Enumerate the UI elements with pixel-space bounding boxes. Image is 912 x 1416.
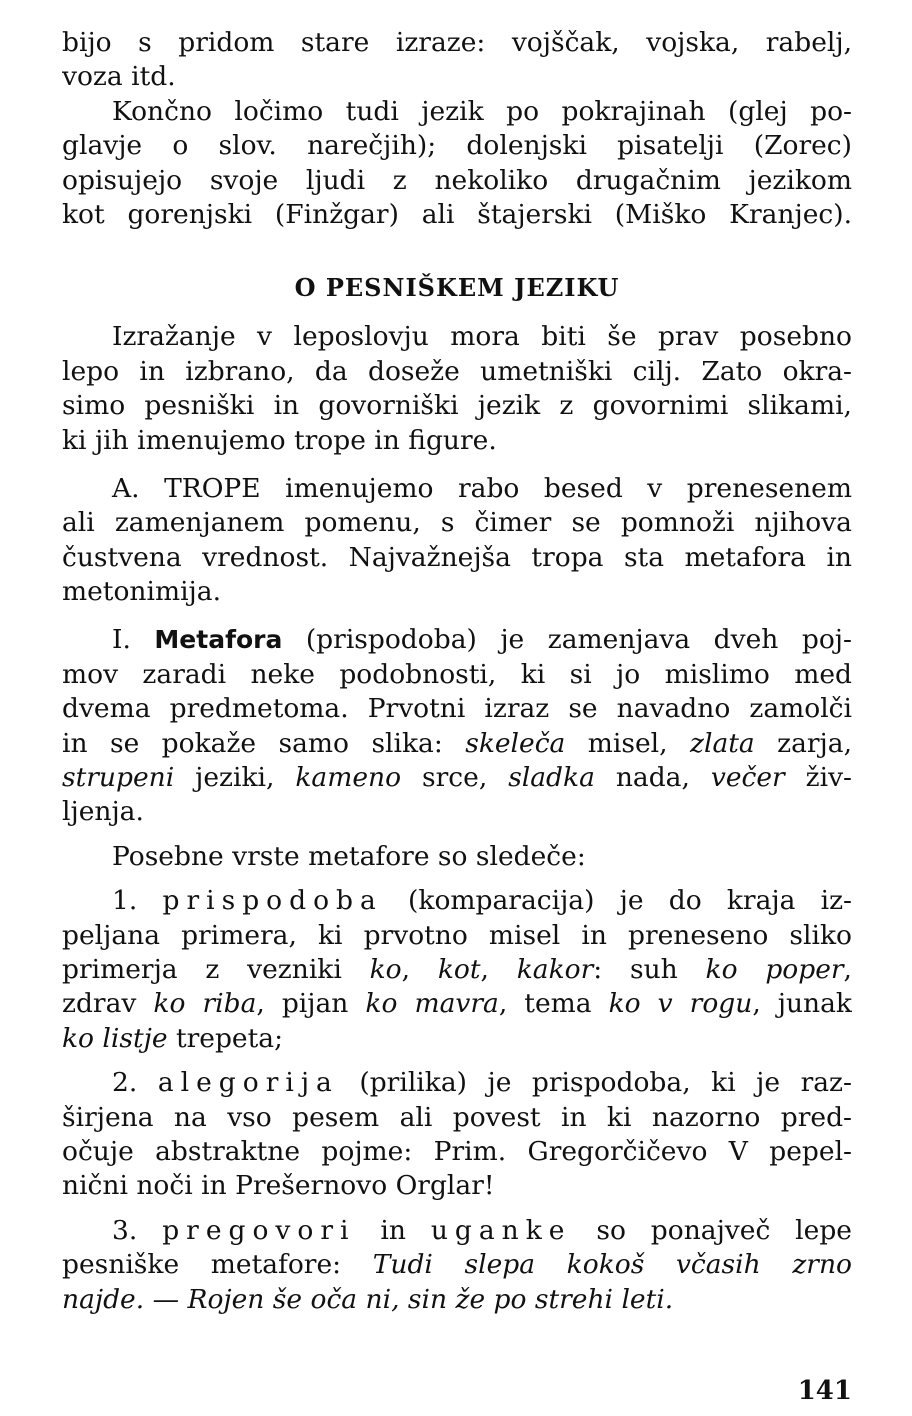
page-number: 141 bbox=[797, 1376, 852, 1406]
text-line: 3. pregovori in uganke so ponajveč lepe bbox=[112, 1214, 852, 1246]
text-line: Posebne vrste metafore so sledeče: bbox=[112, 840, 586, 872]
text-line: kot gorenjski (Finžgar) ali štajerski (Miško Kranjec). bbox=[62, 198, 852, 230]
list-number: 1. bbox=[112, 885, 138, 917]
text-line: pesniške metafore: Tudi slepa kokoš včasih zrno bbox=[62, 1249, 852, 1281]
text-line: lepo in izbrano, da doseže umetniški cilj. Zato okra- bbox=[62, 355, 852, 387]
text-line: ki jih imenujemo trope in figure. bbox=[62, 424, 497, 456]
text-line: primerja z vezniki ko, kot, kakor: suh ko poper, bbox=[62, 953, 852, 985]
text-line: 1. prispodoba (komparacija) je do kraja iz- bbox=[112, 885, 852, 917]
text-line: in se pokaže samo slika: skeleča misel, zlata zarja, bbox=[62, 727, 852, 759]
paragraph-metaphor bbox=[62, 623, 852, 829]
text-line: dvema predmetoma. Prvotni izraz se navadno zamolči bbox=[62, 693, 852, 725]
text-line: peljana primera, ki prvotno misel in preneseno sliko bbox=[62, 919, 852, 951]
paragraph-poetic-language bbox=[62, 320, 852, 458]
text-line: simo pesniški in govorniški jezik z govornimi slikami, bbox=[62, 390, 852, 422]
list-item-prispodoba bbox=[62, 884, 852, 1056]
text-line: najde. — Rojen še oča ni, sin že po strehi leti. bbox=[62, 1283, 674, 1315]
term-pregovori: pregovori bbox=[162, 1214, 356, 1246]
text-line: A. TROPE imenujemo rabo besed v prenesenem bbox=[112, 472, 852, 504]
text-line: ali zamenjanem pomenu, s čimer se pomnoži njihova bbox=[62, 507, 852, 539]
text-line: glavje o slov. narečjih); dolenjski pisatelji (Zorec) bbox=[62, 130, 852, 162]
text-line: I. Metafora (prispodoba) je zamenjava dveh poj- bbox=[112, 624, 852, 656]
text-line: širjena na vso pesem ali povest in ki nazorno pred- bbox=[62, 1101, 852, 1133]
term-prispodoba: prispodoba bbox=[162, 885, 383, 917]
text-line: bijo s pridom stare izraze: vojščak, vojska, rabelj, bbox=[62, 27, 852, 58]
text-line: očuje abstraktne pojme: Prim. Gregorčičevo V pepel- bbox=[62, 1135, 852, 1167]
text-line: nični noči in Prešernovo Orglar! bbox=[62, 1170, 495, 1202]
text-line: ko listje trepeta; bbox=[62, 1022, 283, 1054]
paragraph-tropes bbox=[62, 472, 852, 610]
text-line: voza itd. bbox=[62, 61, 176, 93]
list-number: 3. bbox=[112, 1214, 138, 1246]
text-line: Končno ločimo tudi jezik po pokrajinah (glej po- bbox=[112, 95, 852, 127]
text-line: metonimija. bbox=[62, 576, 221, 608]
paragraph-intro-continuation bbox=[62, 26, 852, 95]
term-metafora: Metafora bbox=[154, 625, 283, 655]
section-heading: O PESNIŠKEM JEZIKU bbox=[294, 273, 620, 303]
text-line: 2. alegorija (prilika) je prispodoba, ki je raz- bbox=[112, 1067, 852, 1099]
list-item-pregovori bbox=[62, 1214, 852, 1317]
text-line: čustvena vrednost. Najvažnejša tropa sta metafora in bbox=[62, 541, 852, 573]
term-uganke: uganke bbox=[430, 1214, 572, 1246]
text-line: strupeni jeziki, kameno srce, sladka nada, večer živ- bbox=[62, 762, 852, 794]
text-line: zdrav ko riba, pijan ko mavra, tema ko v rogu, junak bbox=[62, 988, 852, 1020]
text-line: Izražanje v leposlovju mora biti še prav posebno bbox=[112, 321, 852, 353]
term-alegorija: alegorija bbox=[157, 1067, 339, 1099]
paragraph-regional-language bbox=[62, 95, 852, 233]
list-number: I. bbox=[112, 624, 131, 656]
text-line: mov zaradi neke podobnosti, ki si jo mislimo med bbox=[62, 658, 852, 690]
list-item-alegorija bbox=[62, 1066, 852, 1204]
text-line: ljenja. bbox=[62, 796, 144, 828]
list-number: 2. bbox=[112, 1067, 138, 1099]
text-line: opisujejo svoje ljudi z nekoliko drugačnim jezikom bbox=[62, 164, 852, 196]
